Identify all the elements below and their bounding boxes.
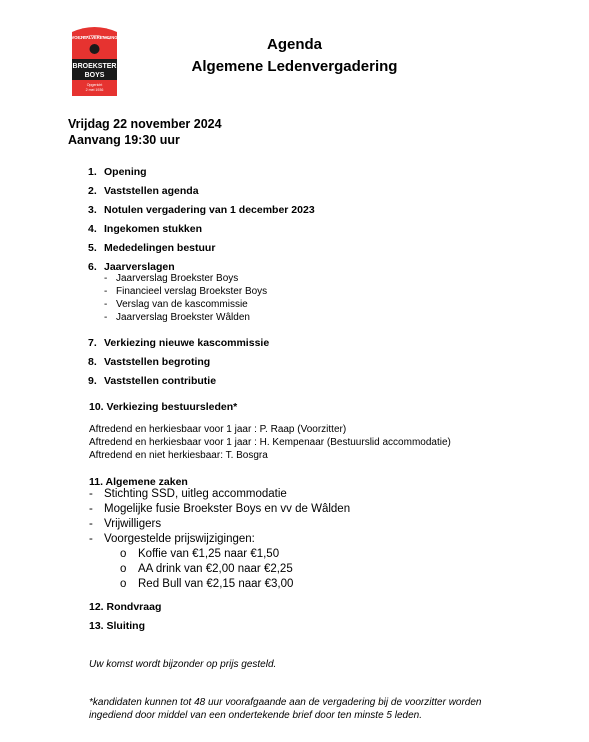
aftredend-line: Aftredend en herkiesbaar voor 1 jaar : H. Kempenaar (Bestuurslid accommodatie) — [89, 437, 451, 448]
sub-list-item: - Jaarverslag Broekster Boys — [104, 273, 239, 284]
aftredend-line: Aftredend en herkiesbaar voor 1 jaar : P. Raap (Voorzitter) — [89, 424, 347, 435]
agenda-item-rondvraag: 12. Rondvraag — [89, 601, 162, 613]
price-change-item: o AA drink van €2,00 naar €2,25 — [120, 563, 293, 575]
sub-list-item: - Verslag van de kascommissie — [104, 299, 248, 310]
footnote-line: ingediend door middel van een ondertekende brief door ten minste 5 leden. — [89, 710, 423, 721]
meeting-date: Vrijdag 22 november 2024 — [68, 117, 222, 131]
agenda-item-algemene-zaken: 11. Algemene zaken — [89, 476, 188, 488]
aftredend-line: Aftredend en niet herkiesbaar: T. Bosgra — [89, 450, 268, 461]
meeting-start-time: Aanvang 19:30 uur — [68, 133, 180, 147]
sub-list-item: - Financieel verslag Broekster Boys — [104, 286, 268, 297]
bullet-item: - Stichting SSD, uitleg accommodatie — [89, 488, 287, 500]
bullet-item: - Voorgestelde prijswijzigingen: — [89, 533, 255, 545]
footnote-line: *kandidaten kunnen tot 48 uur voorafgaande aan de vergadering bij de voorzitter worden — [89, 697, 482, 708]
svg-text:2 mei 1936: 2 mei 1936 — [85, 88, 104, 92]
svg-text:VOETBALVERENIGING: VOETBALVERENIGING — [71, 35, 118, 40]
page-subtitle: Algemene Ledenvergadering — [191, 58, 398, 75]
closing-note: Uw komst wordt bijzonder op prijs gesteld. — [89, 659, 277, 670]
sub-list-item: - Jaarverslag Broekster Wâlden — [104, 312, 250, 323]
svg-text:Opgericht: Opgericht — [86, 83, 103, 87]
svg-text:BOYS: BOYS — [84, 72, 105, 79]
agenda-item-verkiezing: 10. Verkiezing bestuursleden* — [89, 401, 238, 413]
page-title: Agenda — [266, 36, 322, 53]
bullet-item: - Mogelijke fusie Broekster Boys en vv de Wâlden — [89, 503, 351, 515]
svg-text:BROEKSTER: BROEKSTER — [72, 63, 117, 70]
price-change-item: o Koffie van €1,25 naar €1,50 — [120, 548, 280, 560]
price-change-item: o Red Bull van €2,15 naar €3,00 — [120, 578, 294, 590]
agenda-item-sluiting: 13. Sluiting — [89, 620, 146, 632]
bullet-item: - Vrijwilligers — [89, 518, 162, 530]
